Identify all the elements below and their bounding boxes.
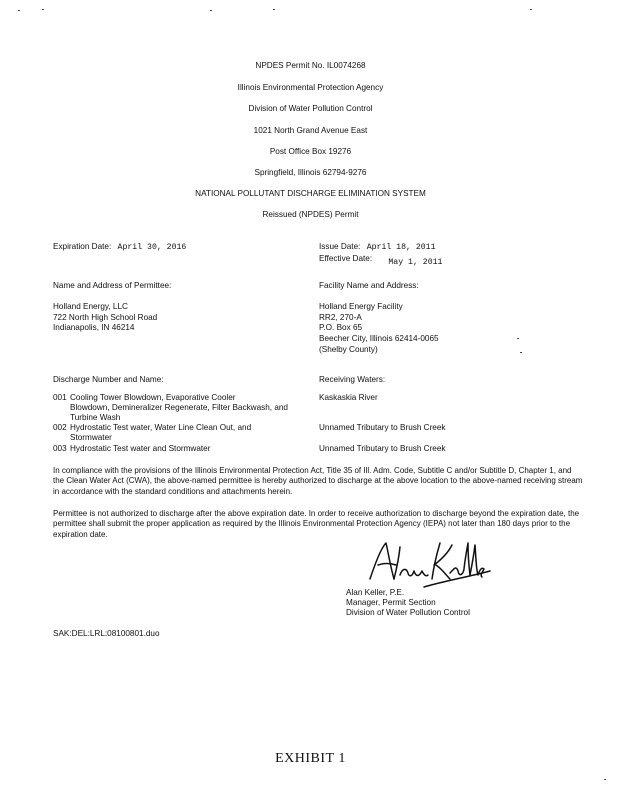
discharge-description: Hydrostatic Test water, Water Line Clean Out, and <box>70 423 252 432</box>
discharge-description: Cooling Tower Blowdown, Evaporative Cooler <box>70 393 236 402</box>
scan-speck <box>273 9 275 10</box>
scan-speck <box>604 779 606 780</box>
facility-line: Holland Energy Facility <box>319 302 403 311</box>
effective-label: Effective Date: <box>319 254 373 263</box>
expiration-value: April 30, 2016 <box>117 243 187 252</box>
issue-value: April 18, 2011 <box>366 243 436 252</box>
permit-number: NPDES Permit No. IL0074268 <box>255 61 366 70</box>
scan-speck <box>520 352 522 353</box>
discharge-heading: Discharge Number and Name: <box>53 375 164 384</box>
discharge-number: 002 <box>53 423 67 432</box>
permittee-line: 722 North High School Road <box>53 313 158 322</box>
effective-value: May 1, 2011 <box>388 258 443 267</box>
discharge-number: 003 <box>53 444 67 453</box>
agency-name: Illinois Environmental Protection Agency <box>237 83 384 92</box>
file-reference: SAK:DEL:LRL:08100801.duo <box>53 629 160 638</box>
signer-division: Division of Water Pollution Control <box>346 608 470 617</box>
discharge-number: 001 <box>53 393 67 402</box>
facility-line: Beecher City, Illinois 62414-0065 <box>319 334 439 343</box>
facility-line: P.O. Box 65 <box>319 323 363 332</box>
permittee-line: Holland Energy, LLC <box>53 302 128 311</box>
division-name: Division of Water Pollution Control <box>248 104 373 113</box>
receiving-waters-heading: Receiving Waters: <box>319 375 386 384</box>
scan-speck <box>517 338 519 339</box>
compliance-paragraph: In compliance with the provisions of the Illinois Environmental Protection Act, Title 35 of Ill. Adm. Code, Subtitle C and/or Subtitle D, Chapter 1, and the Clean Water Act (CWA), the above-named permittee is hereby authorized to discharge at the above location to the above-named receiving stream in accordance with the standard conditions and attachments herein. <box>53 466 583 496</box>
signer-name: Alan Keller, P.E. <box>346 588 405 597</box>
discharge-description: Blowdown, Demineralizer Regenerate, Filter Backwash, and <box>70 403 288 412</box>
expiration-label: Expiration Date: <box>53 242 112 251</box>
signature-script-text: Alan Keller <box>494 591 499 592</box>
receiving-water: Unnamed Tributary to Brush Creek <box>319 444 446 453</box>
scan-speck <box>210 10 212 11</box>
system-title: NATIONAL POLLUTANT DISCHARGE ELIMINATION SYSTEM <box>195 189 426 198</box>
scan-speck <box>530 9 532 10</box>
discharge-description: Hydrostatic Test water and Stormwater <box>70 444 211 453</box>
expiration-paragraph: Permittee is not authorized to discharge after the above expiration date. In order to receive authorization to discharge beyond the expiration date, the permittee shall submit the proper application as required by the Illinois Environmental Protection Agency (IEPA) not later than 180 days prior to the expiration date. <box>53 509 580 539</box>
discharge-description: Stormwater <box>70 433 112 442</box>
exhibit-label: EXHIBIT 1 <box>275 751 346 766</box>
receiving-water: Kaskaskia River <box>319 393 378 402</box>
facility-line: (Shelby County) <box>319 345 378 354</box>
agency-address-city: Springfield, Illinois 62794-9276 <box>254 168 367 177</box>
expiration-date <box>53 242 186 253</box>
scan-speck <box>18 10 20 11</box>
effective-date <box>319 254 442 265</box>
receiving-water: Unnamed Tributary to Brush Creek <box>319 423 446 432</box>
agency-address-pobox: Post Office Box 19276 <box>269 147 352 156</box>
discharge-description: Turbine Wash <box>70 413 121 422</box>
handwritten-signature <box>364 535 499 592</box>
scan-speck <box>42 9 44 10</box>
facility-heading: Facility Name and Address: <box>319 281 419 290</box>
issue-label: Issue Date: <box>319 242 361 251</box>
facility-line: RR2, 270-A <box>319 313 362 322</box>
permittee-line: Indianapolis, IN 46214 <box>53 323 135 332</box>
signer-title: Manager, Permit Section <box>346 598 436 607</box>
issue-date <box>319 242 436 253</box>
permittee-heading: Name and Address of Permittee: <box>53 281 172 290</box>
permit-type: Reissued (NPDES) Permit <box>262 210 359 219</box>
agency-address-street: 1021 North Grand Avenue East <box>253 126 368 135</box>
